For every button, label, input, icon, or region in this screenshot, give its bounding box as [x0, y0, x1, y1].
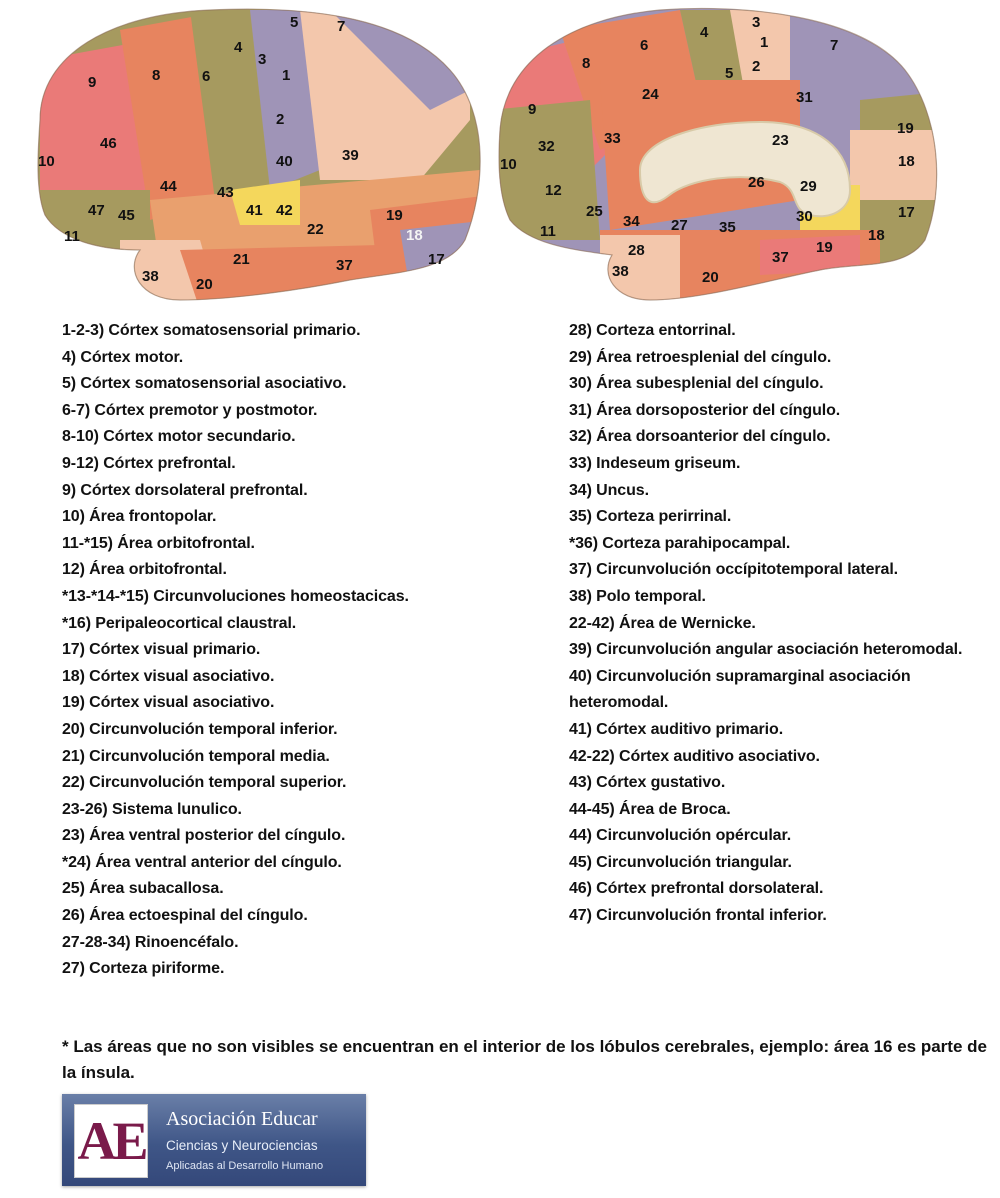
legend-item: 25) Área subacallosa.: [62, 880, 224, 898]
region-label: 11: [64, 228, 80, 245]
region-label: 32: [538, 138, 555, 155]
legend-item: 43) Córtex gustativo.: [569, 774, 726, 792]
legend-item: 10) Área frontopolar.: [62, 508, 217, 526]
region-label: 22: [307, 221, 324, 238]
region-label: 45: [118, 207, 135, 224]
region-label: 2: [276, 111, 285, 128]
legend-item: 19) Córtex visual asociativo.: [62, 694, 275, 712]
legend-item: 26) Área ectoespinal del cíngulo.: [62, 907, 308, 925]
logo-subtitle: Ciencias y Neurociencias: [166, 1138, 318, 1153]
region-label: 33: [604, 130, 621, 147]
region-label: 11: [540, 223, 556, 240]
legend-item: 28) Corteza entorrinal.: [569, 322, 736, 339]
region-label: 27: [671, 217, 688, 234]
region-label: 31: [796, 89, 813, 106]
legend-item: *24) Área ventral anterior del cíngulo.: [62, 853, 342, 871]
logo-mark: AE: [74, 1104, 148, 1178]
region-label: 30: [796, 208, 813, 225]
legend-item: 27) Corteza piriforme.: [62, 960, 225, 978]
legend-item: 33) Indeseum griseum.: [569, 454, 741, 472]
region-label: 40: [276, 153, 293, 170]
region-label: 9: [528, 101, 537, 118]
region-label: 10: [500, 156, 517, 173]
region-label: 10: [38, 153, 55, 170]
region-label: 1: [282, 67, 291, 84]
region-label: 5: [290, 14, 299, 31]
region-label: 18: [868, 227, 885, 244]
asociacion-educar-logo: [62, 1094, 366, 1186]
legend-item: 44-45) Área de Broca.: [569, 800, 731, 818]
legend-item: 35) Corteza perirrinal.: [569, 508, 732, 526]
legend-item: 38) Polo temporal.: [569, 587, 706, 605]
region-label: 7: [830, 37, 839, 54]
region-label: 4: [234, 39, 243, 56]
legend-left-column: [62, 318, 532, 983]
legend-item: 37) Circunvolución occípitotemporal lateral.: [569, 561, 899, 579]
legend-item: 46) Córtex prefrontal dorsolateral.: [569, 880, 824, 898]
region-label: 4: [700, 24, 709, 41]
region-label: 23: [772, 132, 789, 149]
region-label: 3: [752, 14, 761, 31]
brain-svg: [0, 0, 1000, 310]
legend-item: 42-22) Córtex auditivo asociativo.: [569, 747, 820, 765]
legend-item: 27-28-34) Rinoencéfalo.: [62, 933, 239, 951]
legend-item: 30) Área subesplenial del cíngulo.: [569, 375, 824, 393]
region-label: 24: [642, 86, 659, 103]
region-label: 19: [386, 207, 403, 224]
region-label: 21: [233, 251, 250, 268]
region-label: 7: [337, 18, 346, 35]
legend-item: 22) Circunvolución temporal superior.: [62, 774, 347, 792]
logo-name: Asociación Educar: [166, 1108, 318, 1130]
region-label: 3: [258, 51, 267, 68]
legend-item: 31) Área dorsoposterior del cíngulo.: [569, 401, 841, 419]
legend-item: 29) Área retroesplenial del cíngulo.: [569, 348, 832, 366]
region-label: 37: [772, 249, 789, 266]
legend-item: 45) Circunvolución triangular.: [569, 853, 792, 871]
legend-item: 11-*15) Área orbitofrontal.: [62, 534, 255, 552]
legend-item: 9) Córtex dorsolateral prefrontal.: [62, 481, 308, 499]
region-label: 46: [100, 135, 117, 152]
region-label: 8: [152, 67, 161, 84]
legend-item: 47) Circunvolución frontal inferior.: [569, 907, 827, 925]
region-label: 18: [898, 153, 915, 170]
legend-item: 44) Circunvolución opércular.: [569, 827, 792, 845]
legend-item: *13-*14-*15) Circunvoluciones homeostacicas.: [62, 587, 409, 605]
legend-item: 21) Circunvolución temporal media.: [62, 747, 330, 765]
region-label: 26: [748, 174, 765, 191]
region-label: 39: [342, 147, 359, 164]
medial-brain: [480, 0, 960, 310]
region-label: 5: [725, 65, 734, 82]
region-label: 18: [406, 227, 423, 244]
legend-item: *16) Peripaleocortical claustral.: [62, 614, 297, 632]
legend-item: 5) Córtex somatosensorial asociativo.: [62, 375, 347, 393]
brain-diagrams: [0, 0, 1000, 310]
region-label: 28: [628, 242, 645, 259]
region-label: 41: [246, 202, 263, 219]
region-label: 29: [800, 178, 817, 195]
legend-item: 12) Área orbitofrontal.: [62, 561, 227, 579]
region-label: 2: [752, 58, 761, 75]
legend-item: *36) Corteza parahipocampal.: [569, 534, 791, 552]
legend-item: 41) Córtex auditivo primario.: [569, 720, 784, 738]
lateral-brain: [0, 0, 500, 310]
footnote: * Las áreas que no son visibles se encuentran en el interior de los lóbulos cerebrales, ejemplo: área 16 es parte de la ínsula.: [62, 1037, 987, 1082]
legend-item: 6-7) Córtex premotor y postmotor.: [62, 401, 318, 419]
legend-item: 8-10) Córtex motor secundario.: [62, 428, 296, 446]
legend-item: 40) Circunvolución supramarginal asociación heteromodal.: [569, 667, 911, 712]
region-label: 35: [719, 219, 736, 236]
region-label: 38: [142, 268, 159, 285]
legend-item: 17) Córtex visual primario.: [62, 641, 261, 659]
region-label: 12: [545, 182, 562, 199]
region-label: 1: [760, 34, 769, 51]
legend-item: 4) Córtex motor.: [62, 348, 184, 366]
region-label: 47: [88, 202, 105, 219]
legend-right-column: [569, 318, 989, 930]
legend-item: 1-2-3) Córtex somatosensorial primario.: [62, 322, 361, 339]
region-label: 42: [276, 202, 293, 219]
region-label: 17: [898, 204, 915, 221]
region-label: 20: [196, 276, 213, 293]
logo-tagline: Aplicadas al Desarrollo Humano: [166, 1160, 324, 1172]
legend-item: 22-42) Área de Wernicke.: [569, 614, 756, 632]
region-label: 6: [202, 68, 211, 85]
region-label: 25: [586, 203, 603, 220]
region-label: 9: [88, 74, 97, 91]
legend-item: 39) Circunvolución angular asociación heteromodal.: [569, 641, 963, 659]
region-label: 8: [582, 55, 591, 72]
region-label: 20: [702, 269, 719, 286]
legend-item: 32) Área dorsoanterior del cíngulo.: [569, 428, 831, 446]
region-label: 19: [897, 120, 914, 137]
legend-item: 34) Uncus.: [569, 481, 649, 499]
region-label: 17: [428, 251, 445, 268]
region-label: 6: [640, 37, 649, 54]
region-label: 38: [612, 263, 629, 280]
legend-item: 9-12) Córtex prefrontal.: [62, 454, 236, 472]
legend-item: 20) Circunvolución temporal inferior.: [62, 720, 338, 738]
region-label: 19: [816, 239, 833, 256]
region-label: 44: [160, 178, 177, 195]
region-label: 43: [217, 184, 234, 201]
legend-item: 23) Área ventral posterior del cíngulo.: [62, 827, 346, 845]
region-label: 37: [336, 257, 353, 274]
legend-item: 23-26) Sistema lunulico.: [62, 800, 242, 818]
legend-item: 18) Córtex visual asociativo.: [62, 667, 275, 685]
region-label: 34: [623, 213, 640, 230]
